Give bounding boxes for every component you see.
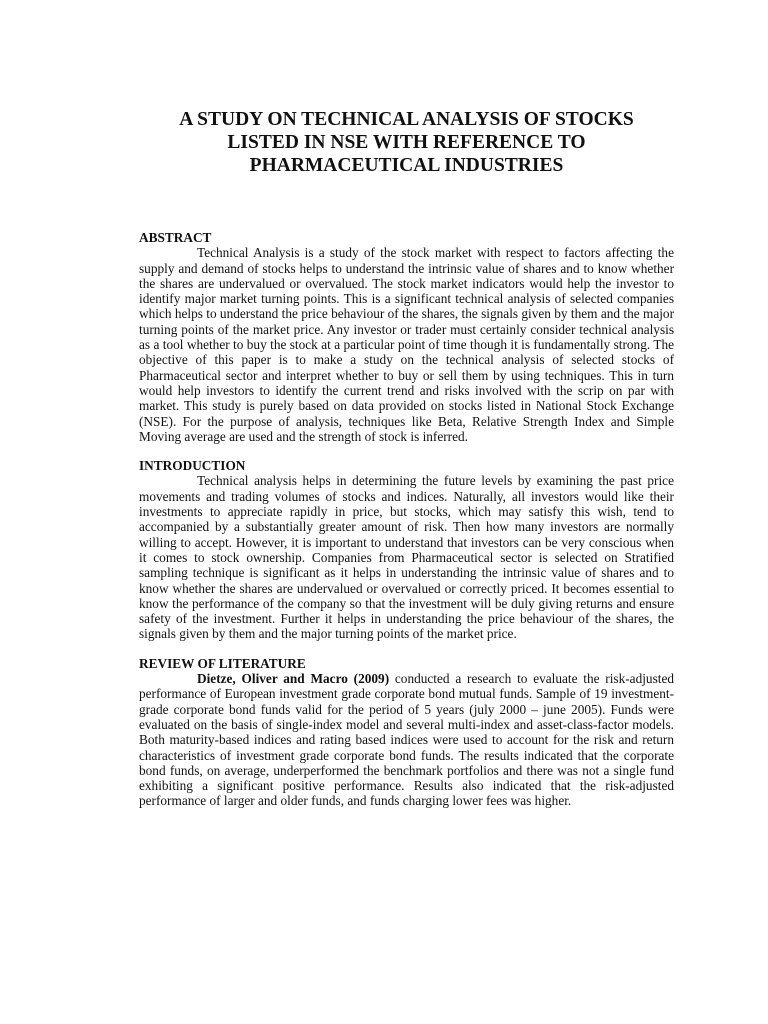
review-heading: REVIEW OF LITERATURE xyxy=(139,655,306,671)
review-citation: Dietze, Oliver and Macro (2009) xyxy=(197,671,390,687)
abstract-heading: ABSTRACT xyxy=(139,230,212,245)
review-section xyxy=(139,656,674,809)
paper-page xyxy=(139,108,674,809)
introduction-heading: INTRODUCTION xyxy=(139,458,246,474)
introduction-text: Technical analysis helps in determining the future levels by examining the past price movements and trading volumes of stocks and indices. Naturally, all investors would like their investments to appreciate rapidly in price, but stocks, which may satisfy this wish, tend to accompanied by a substantially greater amount of risk. Then how many investors are normally willing to accept. However, it is important to understand that investors can be very conscious when it comes to stock ownership. Companies from Pharmaceutical sector is selected on Stratified sampling technique is significant as it helps in understanding the intrinsic value of shares and to know whether the shares are undervalued or overvalued or correctly priced. It becomes essential to know the performance of the company so that the investment will be duly giving returns and ensure safety of the investment. Further it helps in understanding the price behaviour of the shares, the signals given by them and the major turning points of the market price. xyxy=(139,473,674,642)
review-body: conducted a research to evaluate the risk-adjusted performance of European investment grade corporate bond mutual funds. Sample of 19 investment-grade corporate bond funds valid for the period of 5 years (july 2000 – june 2005). Funds were evaluated on the basis of single-index model and several multi-index and asset-class-factor models. Both maturity-based indices and rating based indices were used to account for the risk and return characteristics of investment grade corporate bond funds. The results indicated that the corporate bond funds, on average, underperformed the benchmark portfolios and there was not a single fund exhibiting a significant positive performance. Results also indicated that the risk-adjusted performance of larger and older funds, and funds charging lower fees was higher. xyxy=(139,671,674,809)
abstract-text: Technical Analysis is a study of the stock market with respect to factors affecting the supply and demand of stocks helps to understand the intrinsic value of shares and to know whether the shares are undervalued or overvalued. The stock market indicators would help the investor to identify major market turning points. This is a significant technical analysis of selected companies which helps to understand the price behaviour of the shares, the signals given by them and the major turning points of the market price. Any investor or trader must certainly consider technical analysis as a tool whether to buy the stock at a particular point of time though it is fundamentally strong. The objective of this paper is to make a study on the technical analysis of selected stocks of Pharmaceutical sector and interpret whether to buy or sell them by using techniques. This in turn would help investors to identify the current trend and risks involved with the scrip on par with market. This study is purely based on data provided on stocks listed in National Stock Exchange (NSE). For the purpose of analysis, techniques like Beta, Relative Strength Index and Simple Moving average are used and the strength of stock is inferred. xyxy=(139,245,674,444)
paper-title: A STUDY ON TECHNICAL ANALYSIS OF STOCKS LISTED IN NSE WITH REFERENCE TO PHARMACEUTICAL INDUSTRIES xyxy=(179,109,634,176)
abstract-section xyxy=(139,230,674,444)
review-text xyxy=(139,671,674,809)
introduction-section xyxy=(139,458,674,642)
